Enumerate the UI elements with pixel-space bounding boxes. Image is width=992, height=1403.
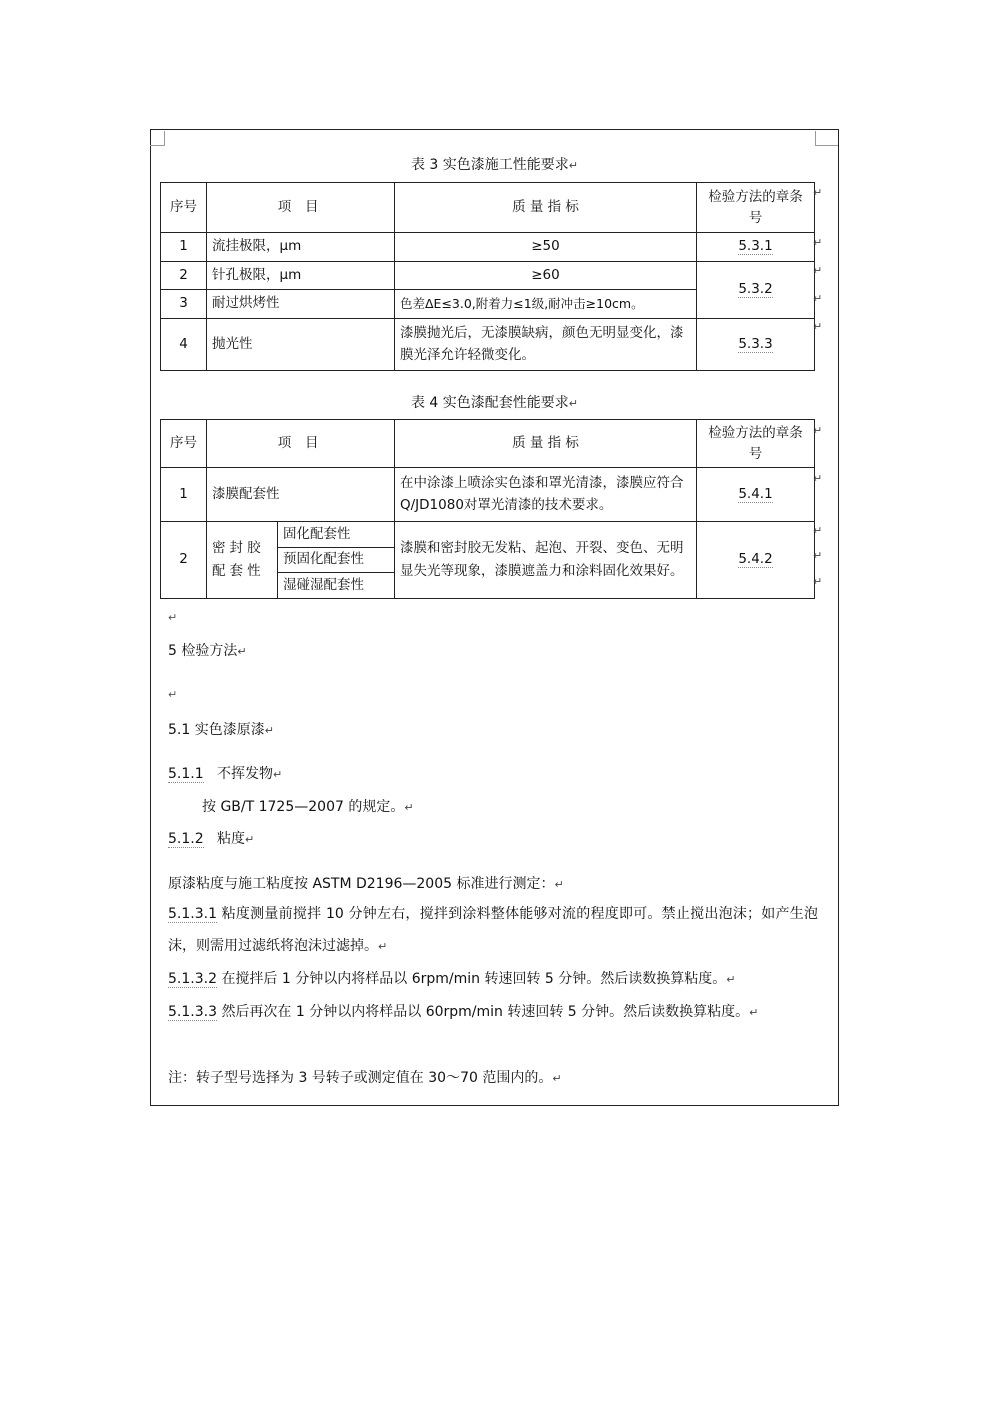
table3 (160, 182, 815, 371)
header-index: 质 量 指 标 (395, 420, 697, 468)
row-seq: 1 (161, 233, 207, 262)
crop-mark-top-left (150, 131, 165, 146)
row-seq: 3 (161, 290, 207, 319)
row-end-mark: ↵ (813, 575, 823, 588)
table4 (160, 419, 815, 599)
header-item: 项 目 (207, 183, 395, 233)
row-item: 抛光性 (207, 319, 395, 371)
header-seq: 序号 (161, 183, 207, 233)
row-index: 漆膜抛光后，无漆膜缺病，颜色无明显变化，漆膜光泽允许轻微变化。 (395, 319, 697, 371)
row-index: 色差ΔE≤3.0,附着力≤1级,耐冲击≥10cm。 (395, 290, 697, 319)
row-end-mark: ↵ (813, 424, 823, 437)
row-end-mark: ↵ (813, 320, 823, 333)
row-item: 耐过烘烤性 (207, 290, 395, 319)
row-method: 5.3.2 (697, 262, 815, 319)
sub-item: 固化配套性 (278, 522, 395, 548)
row-end-mark: ↵ (813, 292, 823, 305)
empty-paragraph-mark: ↵ (168, 611, 178, 624)
row-method: 5.3.3 (697, 319, 815, 371)
row-index: 在中涂漆上喷涂实色漆和罩光清漆，漆膜应符合Q/JD1080对罩光清漆的技术要求。 (395, 468, 697, 522)
table-row (161, 233, 815, 262)
table4-caption: 表 4 实色漆配套性能要求↵ (410, 395, 579, 411)
row-seq: 2 (161, 262, 207, 290)
sub-item: 湿碰湿配套性 (278, 573, 395, 599)
header-method: 检验方法的章条号 (697, 183, 815, 233)
row-item: 漆膜配套性 (207, 468, 395, 522)
row-item: 密封胶配套性 (207, 522, 278, 599)
row-end-mark: ↵ (813, 549, 823, 562)
section-heading: 5 检验方法↵ (168, 643, 247, 659)
clause-heading: 5.1.2 粘度↵ (168, 831, 255, 847)
header-seq: 序号 (161, 420, 207, 468)
row-end-mark: ↵ (813, 236, 823, 249)
sub-item: 预固化配套性 (278, 548, 395, 573)
table-row (161, 319, 815, 371)
row-seq: 2 (161, 522, 207, 599)
paragraph: 5.1.3.1 粘度测量前搅拌 10 分钟左右，搅拌到涂料整体能够对流的程度即可。禁止搅出泡沫；如产生泡沫，则需用过滤纸将泡沫过滤掉。↵ (168, 906, 818, 954)
row-method: 5.4.2 (697, 522, 815, 599)
subsection-heading: 5.1 实色漆原漆↵ (168, 722, 274, 738)
row-end-mark: ↵ (813, 264, 823, 277)
table-row (161, 262, 815, 290)
row-seq: 1 (161, 468, 207, 522)
table-row (161, 468, 815, 522)
header-item: 项 目 (207, 420, 395, 468)
row-item: 流挂极限，μm (207, 233, 395, 262)
paragraph: 原漆粘度与施工粘度按 ASTM D2196—2005 标准进行测定：↵ (168, 876, 564, 892)
row-end-mark: ↵ (813, 186, 823, 199)
row-method: 5.4.1 (697, 468, 815, 522)
paragraph: 5.1.3.2 在搅拌后 1 分钟以内将样品以 6rpm/min 转速回转 5 分钟。然后读数换算粘度。↵ (168, 971, 736, 987)
row-end-mark: ↵ (813, 472, 823, 485)
table-row (161, 522, 815, 548)
row-method: 5.3.1 (697, 233, 815, 262)
table3-caption: 表 3 实色漆施工性能要求↵ (410, 157, 579, 173)
row-index: ≥50 (395, 233, 697, 262)
header-method: 检验方法的章条号 (697, 420, 815, 468)
paragraph: 5.1.3.3 然后再次在 1 分钟以内将样品以 60rpm/min 转速回转 5 分钟。然后读数换算粘度。↵ (168, 1004, 759, 1020)
table4-header-row (161, 420, 815, 468)
empty-paragraph-mark: ↵ (168, 688, 178, 701)
note: 注：转子型号选择为 3 号转子或测定值在 30～70 范围内的。↵ (168, 1070, 562, 1086)
header-index: 质 量 指 标 (395, 183, 697, 233)
table3-header-row (161, 183, 815, 233)
row-end-mark: ↵ (813, 524, 823, 537)
row-seq: 4 (161, 319, 207, 371)
row-item: 针孔极限，μm (207, 262, 395, 290)
row-index: 漆膜和密封胶无发粘、起泡、开裂、变色、无明显失光等现象，漆膜遮盖力和涂料固化效果好。 (395, 522, 697, 599)
clause-text: 按 GB/T 1725—2007 的规定。↵ (202, 799, 414, 815)
crop-mark-top-right (815, 131, 838, 146)
clause-heading: 5.1.1 不挥发物↵ (168, 766, 283, 782)
row-index: ≥60 (395, 262, 697, 290)
